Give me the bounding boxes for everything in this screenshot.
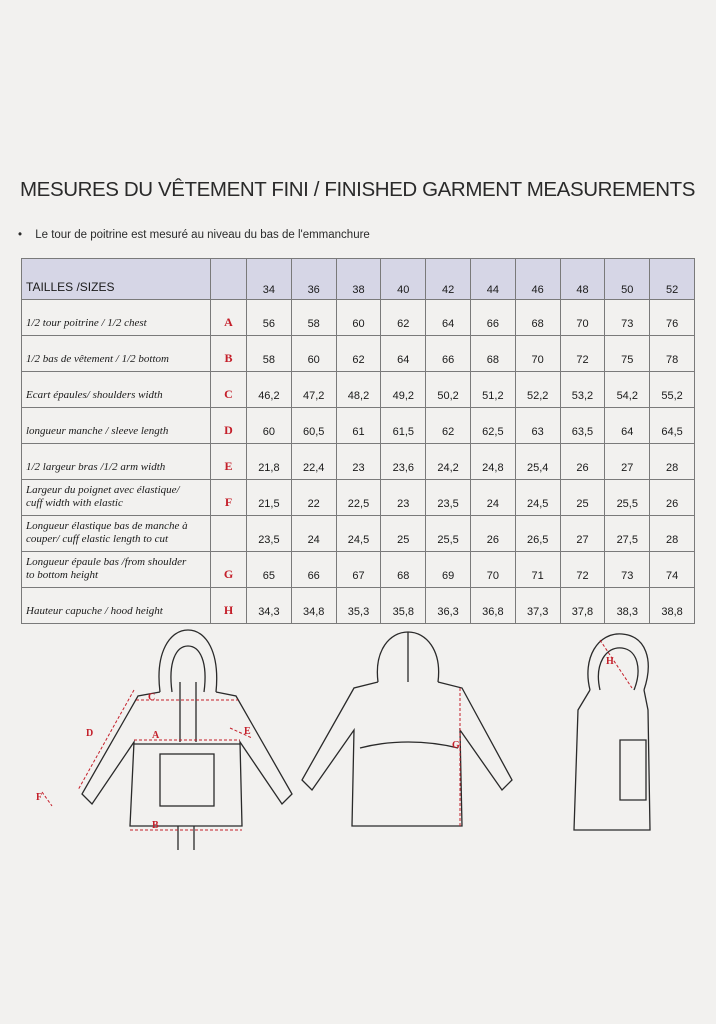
cell-value: 70 xyxy=(515,336,560,372)
cell-value: 66 xyxy=(426,336,471,372)
cell-value: 75 xyxy=(605,336,650,372)
cell-value: 28 xyxy=(650,444,695,480)
size-header: 34 xyxy=(247,259,292,300)
cell-value: 26 xyxy=(650,480,695,516)
cell-value: 67 xyxy=(336,552,381,588)
cell-value: 62,5 xyxy=(470,408,515,444)
cell-value: 27,5 xyxy=(605,516,650,552)
row-label xyxy=(22,444,211,480)
cell-value: 68 xyxy=(515,300,560,336)
cell-value: 35,3 xyxy=(336,588,381,624)
size-header: 42 xyxy=(426,259,471,300)
bullet-icon: • xyxy=(18,229,23,241)
cell-value: 24,2 xyxy=(426,444,471,480)
row-label-line: cuff width with elastic xyxy=(26,497,123,509)
row-label-line: 1/2 largeur bras /1/2 arm width xyxy=(26,461,166,473)
cell-value: 69 xyxy=(426,552,471,588)
cell-value: 46,2 xyxy=(247,372,292,408)
cell-value: 74 xyxy=(650,552,695,588)
cell-value: 34,8 xyxy=(291,588,336,624)
cell-value: 66 xyxy=(291,552,336,588)
row-letter: E xyxy=(211,444,247,480)
label-g: G xyxy=(452,740,460,751)
cell-value: 38,8 xyxy=(650,588,695,624)
cell-value: 49,2 xyxy=(381,372,426,408)
label-b: B xyxy=(152,820,159,831)
cell-value: 60,5 xyxy=(291,408,336,444)
cell-value: 21,5 xyxy=(247,480,292,516)
row-label xyxy=(22,300,211,336)
cell-value: 48,2 xyxy=(336,372,381,408)
cell-value: 68 xyxy=(470,336,515,372)
cell-value: 62 xyxy=(336,336,381,372)
cell-value: 24 xyxy=(291,516,336,552)
size-header: 40 xyxy=(381,259,426,300)
table-row xyxy=(22,372,695,408)
back-view-illustration xyxy=(290,630,550,830)
cell-value: 22 xyxy=(291,480,336,516)
cell-value: 70 xyxy=(470,552,515,588)
cell-value: 64 xyxy=(381,336,426,372)
row-letter: D xyxy=(211,408,247,444)
row-letter xyxy=(211,516,247,552)
front-view-illustration xyxy=(30,622,330,858)
cell-value: 26 xyxy=(470,516,515,552)
cell-value: 22,5 xyxy=(336,480,381,516)
cell-value: 56 xyxy=(247,300,292,336)
cell-value: 23 xyxy=(381,480,426,516)
row-letter: A xyxy=(211,300,247,336)
side-view-illustration xyxy=(560,630,670,840)
row-label-line: Longueur épaule bas /from shoulder xyxy=(26,556,187,568)
cell-value: 61 xyxy=(336,408,381,444)
header-label: TAILLES /SIZES xyxy=(22,259,211,300)
label-h: H xyxy=(606,656,614,667)
size-header: 38 xyxy=(336,259,381,300)
cell-value: 26 xyxy=(560,444,605,480)
table-row xyxy=(22,300,695,336)
size-header: 36 xyxy=(291,259,336,300)
page-title: MESURES DU VÊTEMENT FINI / FINISHED GARMENT MEASUREMENTS xyxy=(20,178,696,201)
size-header: 52 xyxy=(650,259,695,300)
cell-value: 58 xyxy=(247,336,292,372)
cell-value: 34,3 xyxy=(247,588,292,624)
table-row xyxy=(22,552,695,588)
cell-value: 23,5 xyxy=(247,516,292,552)
row-label xyxy=(22,336,211,372)
table-row xyxy=(22,588,695,624)
row-letter: H xyxy=(211,588,247,624)
cell-value: 62 xyxy=(381,300,426,336)
cell-value: 76 xyxy=(650,300,695,336)
cell-value: 27 xyxy=(560,516,605,552)
cell-value: 21,8 xyxy=(247,444,292,480)
cell-value: 24,5 xyxy=(515,480,560,516)
table-row xyxy=(22,444,695,480)
header-letter-cell xyxy=(211,259,247,300)
cell-value: 60 xyxy=(291,336,336,372)
row-label xyxy=(22,552,211,588)
cell-value: 51,2 xyxy=(470,372,515,408)
cell-value: 22,4 xyxy=(291,444,336,480)
cell-value: 71 xyxy=(515,552,560,588)
cell-value: 24 xyxy=(470,480,515,516)
cell-value: 24,8 xyxy=(470,444,515,480)
cell-value: 72 xyxy=(560,552,605,588)
cell-value: 78 xyxy=(650,336,695,372)
cell-value: 25,4 xyxy=(515,444,560,480)
cell-value: 52,2 xyxy=(515,372,560,408)
row-label-line: Ecart épaules/ shoulders width xyxy=(26,389,163,401)
cell-value: 55,2 xyxy=(650,372,695,408)
cell-value: 60 xyxy=(336,300,381,336)
cell-value: 53,2 xyxy=(560,372,605,408)
row-label-line: Largeur du poignet avec élastique/ xyxy=(26,484,180,496)
row-letter: B xyxy=(211,336,247,372)
cell-value: 25 xyxy=(560,480,605,516)
label-c: C xyxy=(148,692,156,703)
cell-value: 37,3 xyxy=(515,588,560,624)
table-header-row xyxy=(22,259,695,300)
note-text: Le tour de poitrine est mesuré au niveau du bas de l'emmanchure xyxy=(35,229,370,241)
cell-value: 36,3 xyxy=(426,588,471,624)
cell-value: 64 xyxy=(426,300,471,336)
measurements-table xyxy=(21,258,695,624)
row-letter: G xyxy=(211,552,247,588)
row-label xyxy=(22,480,211,516)
cell-value: 72 xyxy=(560,336,605,372)
cell-value: 37,8 xyxy=(560,588,605,624)
row-label-line: couper/ cuff elastic length to cut xyxy=(26,533,169,545)
cell-value: 54,2 xyxy=(605,372,650,408)
table-row xyxy=(22,516,695,552)
cell-value: 23 xyxy=(336,444,381,480)
cell-value: 50,2 xyxy=(426,372,471,408)
cell-value: 25 xyxy=(381,516,426,552)
cell-value: 35,8 xyxy=(381,588,426,624)
table-row xyxy=(22,408,695,444)
cell-value: 25,5 xyxy=(605,480,650,516)
row-label-line: Hauteur capuche / hood height xyxy=(26,605,163,617)
cell-value: 23,5 xyxy=(426,480,471,516)
size-header: 50 xyxy=(605,259,650,300)
cell-value: 47,2 xyxy=(291,372,336,408)
row-letter: C xyxy=(211,372,247,408)
size-header: 46 xyxy=(515,259,560,300)
cell-value: 70 xyxy=(560,300,605,336)
cell-value: 61,5 xyxy=(381,408,426,444)
row-label xyxy=(22,372,211,408)
row-label xyxy=(22,588,211,624)
cell-value: 28 xyxy=(650,516,695,552)
cell-value: 27 xyxy=(605,444,650,480)
cell-value: 68 xyxy=(381,552,426,588)
label-d: D xyxy=(86,728,94,739)
row-letter: F xyxy=(211,480,247,516)
row-label-line: Longueur élastique bas de manche à xyxy=(26,520,188,532)
row-label xyxy=(22,516,211,552)
cell-value: 60 xyxy=(247,408,292,444)
cell-value: 63 xyxy=(515,408,560,444)
cell-value: 25,5 xyxy=(426,516,471,552)
cell-value: 63,5 xyxy=(560,408,605,444)
table-row xyxy=(22,480,695,516)
table-row xyxy=(22,336,695,372)
size-header: 48 xyxy=(560,259,605,300)
cell-value: 24,5 xyxy=(336,516,381,552)
cell-value: 73 xyxy=(605,300,650,336)
cell-value: 65 xyxy=(247,552,292,588)
cell-value: 36,8 xyxy=(470,588,515,624)
size-header: 44 xyxy=(470,259,515,300)
row-label-line: to bottom height xyxy=(26,569,99,581)
label-e: E xyxy=(244,726,251,737)
row-label-line: 1/2 tour poitrine / 1/2 chest xyxy=(26,317,147,329)
row-label xyxy=(22,408,211,444)
cell-value: 38,3 xyxy=(605,588,650,624)
cell-value: 64,5 xyxy=(650,408,695,444)
cell-value: 23,6 xyxy=(381,444,426,480)
row-label-line: 1/2 bas de vêtement / 1/2 bottom xyxy=(26,353,169,365)
cell-value: 26,5 xyxy=(515,516,560,552)
cell-value: 64 xyxy=(605,408,650,444)
cell-value: 58 xyxy=(291,300,336,336)
label-f: F xyxy=(36,792,43,803)
cell-value: 66 xyxy=(470,300,515,336)
note xyxy=(18,229,370,241)
row-label-line: longueur manche / sleeve length xyxy=(26,425,169,437)
label-a: A xyxy=(152,730,160,741)
cell-value: 73 xyxy=(605,552,650,588)
cell-value: 62 xyxy=(426,408,471,444)
